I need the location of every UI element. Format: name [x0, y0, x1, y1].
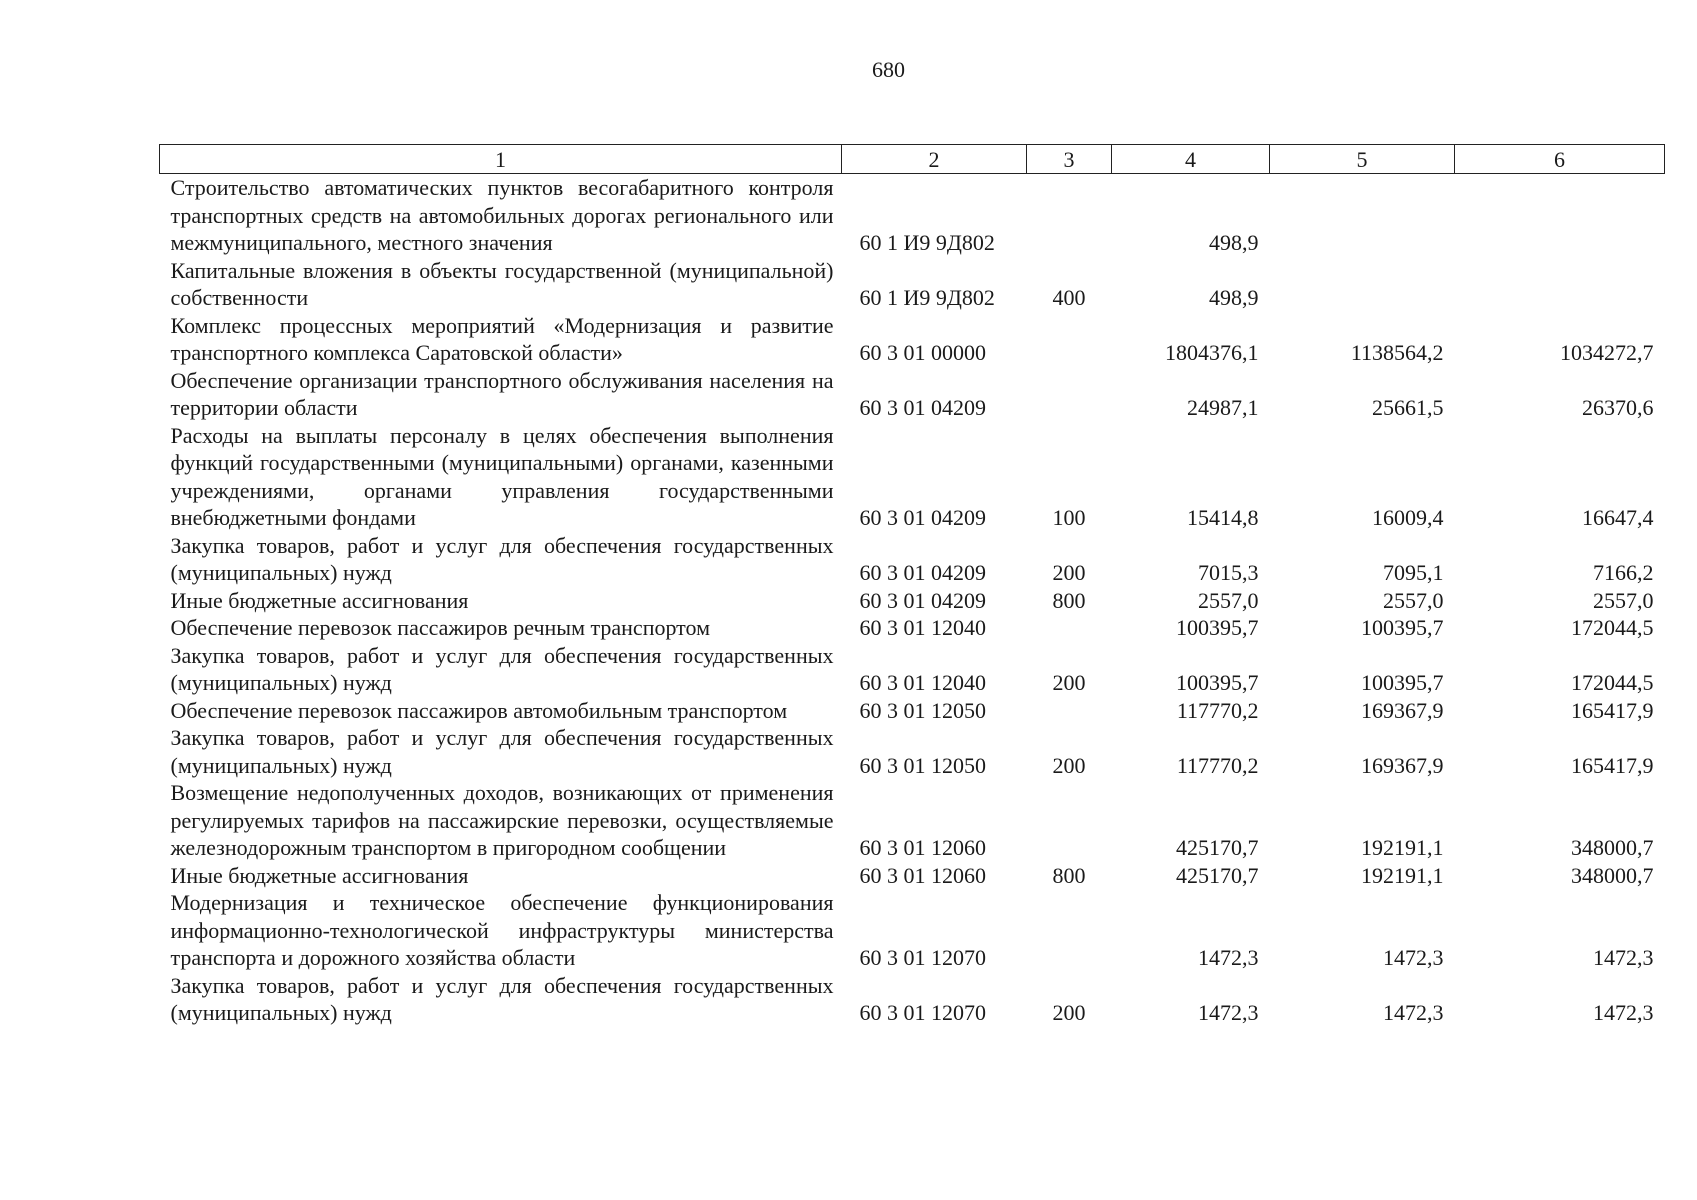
row-value-col6-cell: 165417,9 — [1571, 697, 1654, 723]
row-value-col6-cell: 26370,6 — [1582, 395, 1654, 420]
row-value-col5-cell: 192191,1 — [1361, 862, 1444, 888]
table-row — [160, 367, 1665, 422]
row-code-cell: 60 3 01 12050 — [859, 752, 986, 778]
budget-table — [159, 144, 1665, 1027]
row-value-col5-cell: 1138564,2 — [1350, 340, 1444, 365]
row-code-cell: 60 3 01 04209 — [859, 395, 986, 420]
row-value-col4-cell: 117770,2 — [1176, 697, 1259, 723]
row-expense-type-cell: 100 — [1052, 505, 1086, 530]
table-header — [160, 145, 1665, 174]
row-value-col5-cell: 169367,9 — [1361, 697, 1444, 723]
row-code-cell: 60 3 01 12050 — [859, 697, 986, 723]
row-expense-type-cell — [1027, 697, 1112, 725]
row-expense-type-cell: 800 — [1052, 862, 1086, 888]
row-value-col5-cell: 169367,9 — [1361, 752, 1444, 778]
row-value-col5-cell: 1472,3 — [1383, 1000, 1444, 1025]
row-value-col4-cell: 100395,7 — [1176, 670, 1259, 695]
table-row — [160, 724, 1665, 779]
header-col-3: 3 — [1027, 145, 1112, 174]
row-value-col5-cell: 2557,0 — [1383, 587, 1444, 613]
row-name-cell: Обеспечение перевозок пассажиров автомобильным транспортом — [170, 697, 788, 723]
row-value-col5-cell: 7095,1 — [1383, 560, 1444, 585]
row-code-cell: 60 3 01 12040 — [859, 670, 986, 695]
table-row — [160, 587, 1665, 615]
row-expense-type-cell: 400 — [1052, 285, 1086, 310]
row-expense-type-cell — [1027, 779, 1112, 862]
row-expense-type-cell: 200 — [1052, 752, 1086, 778]
table-row — [160, 779, 1665, 862]
row-value-col5-cell: 16009,4 — [1372, 505, 1444, 530]
header-col-4: 4 — [1112, 145, 1270, 174]
row-expense-type-cell: 200 — [1052, 560, 1086, 585]
row-name-cell: Обеспечение перевозок пассажиров речным транспортом — [170, 615, 711, 640]
header-col-2: 2 — [842, 145, 1027, 174]
row-name-cell: Расходы на выплаты персоналу в целях обеспечения выполнения функций государственными (муниципальными) органами, казенными учреждениями, органами управления государственными внебюджетными фондами — [170, 422, 834, 530]
row-value-col4-cell: 425170,7 — [1176, 862, 1259, 888]
row-code-cell: 60 3 01 12060 — [859, 862, 986, 888]
row-value-col6-cell: 348000,7 — [1571, 862, 1654, 888]
row-value-col5-cell: 100395,7 — [1361, 615, 1444, 640]
row-value-col4-cell: 498,9 — [1209, 285, 1259, 310]
row-expense-type-cell: 200 — [1052, 1000, 1086, 1025]
row-value-col5-cell — [1270, 174, 1455, 257]
row-code-cell: 60 3 01 04209 — [859, 587, 986, 613]
table-row — [160, 862, 1665, 890]
row-value-col5-cell: 1472,3 — [1383, 945, 1444, 970]
row-code-cell: 60 1 И9 9Д802 — [859, 285, 995, 310]
row-value-col6-cell: 1472,3 — [1593, 945, 1654, 970]
table-row — [160, 642, 1665, 697]
row-name-cell: Обеспечение организации транспортного обслуживания населения на территории области — [170, 367, 834, 420]
table-row — [160, 614, 1665, 642]
row-value-col5-cell: 192191,1 — [1361, 835, 1444, 860]
table-row — [160, 257, 1665, 312]
row-value-col4-cell: 2557,0 — [1198, 587, 1259, 613]
row-name-cell: Модернизация и техническое обеспечение функционирования информационно-технологической инфраструктуры министерства транспорта и дорожного хозяйства области — [170, 890, 834, 970]
row-expense-type-cell — [1027, 174, 1112, 257]
row-value-col4-cell: 100395,7 — [1176, 615, 1259, 640]
row-value-col4-cell: 498,9 — [1209, 230, 1259, 255]
row-name-cell: Иные бюджетные ассигнования — [170, 587, 469, 613]
row-value-col4-cell: 1472,3 — [1198, 945, 1259, 970]
row-name-cell: Иные бюджетные ассигнования — [170, 862, 469, 888]
row-code-cell: 60 3 01 12040 — [859, 615, 986, 640]
header-row — [160, 145, 1665, 174]
row-value-col6-cell: 1034272,7 — [1560, 340, 1654, 365]
row-value-col5-cell: 25661,5 — [1372, 395, 1444, 420]
row-value-col5-cell: 100395,7 — [1361, 670, 1444, 695]
page-number: 680 — [872, 57, 905, 82]
header-col-1: 1 — [160, 145, 842, 174]
row-value-col4-cell: 15414,8 — [1187, 505, 1259, 530]
table-row — [160, 174, 1665, 257]
row-name-cell: Возмещение недополученных доходов, возникающих от применения регулируемых тарифов на пассажирские перевозки, осуществляемые железнодорожным транспортом в пригородном сообщении — [170, 780, 834, 860]
row-value-col6-cell — [1455, 174, 1665, 257]
row-expense-type-cell: 200 — [1052, 670, 1086, 695]
row-expense-type-cell — [1027, 889, 1112, 972]
row-value-col4-cell: 1472,3 — [1198, 1000, 1259, 1025]
row-name-cell: Комплекс процессных мероприятий «Модернизация и развитие транспортного комплекса Саратовской области» — [170, 312, 834, 365]
row-name-cell: Закупка товаров, работ и услуг для обеспечения государственных (муниципальных) нужд — [170, 642, 834, 695]
header-col-5: 5 — [1270, 145, 1455, 174]
row-name-cell: Строительство автоматических пунктов весогабаритного контроля транспортных средств на автомобильных дорогах регионального или межмуниципального, местного значения — [170, 175, 834, 255]
row-value-col4-cell: 425170,7 — [1176, 835, 1259, 860]
row-code-cell: 60 1 И9 9Д802 — [859, 230, 995, 255]
row-expense-type-cell — [1027, 367, 1112, 422]
row-value-col6-cell: 16647,4 — [1582, 505, 1654, 530]
row-code-cell: 60 3 01 12060 — [859, 835, 986, 860]
row-value-col6-cell: 172044,5 — [1571, 670, 1654, 695]
table-row — [160, 422, 1665, 532]
row-code-cell: 60 3 01 00000 — [859, 340, 986, 365]
row-code-cell: 60 3 01 12070 — [859, 1000, 986, 1025]
row-value-col6-cell: 165417,9 — [1571, 752, 1654, 778]
row-value-col4-cell: 1804376,1 — [1165, 340, 1259, 365]
row-value-col6-cell: 1472,3 — [1593, 1000, 1654, 1025]
row-value-col6-cell: 2557,0 — [1593, 587, 1654, 613]
row-value-col6-cell: 348000,7 — [1571, 835, 1654, 860]
header-col-6: 6 — [1455, 145, 1665, 174]
table-body — [160, 174, 1665, 1027]
row-value-col4-cell: 7015,3 — [1198, 560, 1259, 585]
row-name-cell: Закупка товаров, работ и услуг для обеспечения государственных (муниципальных) нужд — [170, 532, 834, 585]
row-value-col6-cell — [1455, 257, 1665, 312]
row-value-col6-cell: 7166,2 — [1593, 560, 1654, 585]
table-row — [160, 532, 1665, 587]
table-row — [160, 312, 1665, 367]
row-expense-type-cell — [1027, 614, 1112, 642]
row-name-cell: Закупка товаров, работ и услуг для обеспечения государственных (муниципальных) нужд — [170, 725, 834, 778]
row-code-cell: 60 3 01 12070 — [859, 945, 986, 970]
table-row — [160, 972, 1665, 1027]
row-name-cell: Капитальные вложения в объекты государственной (муниципальной) собственности — [170, 257, 834, 310]
table-row — [160, 889, 1665, 972]
row-code-cell: 60 3 01 04209 — [859, 560, 986, 585]
row-value-col4-cell: 117770,2 — [1176, 752, 1259, 778]
row-expense-type-cell: 800 — [1052, 587, 1086, 613]
row-code-cell: 60 3 01 04209 — [859, 505, 986, 530]
row-value-col6-cell: 172044,5 — [1571, 615, 1654, 640]
row-value-col5-cell — [1270, 257, 1455, 312]
row-name-cell: Закупка товаров, работ и услуг для обеспечения государственных (муниципальных) нужд — [170, 972, 834, 1025]
table-row — [160, 697, 1665, 725]
row-expense-type-cell — [1027, 312, 1112, 367]
row-value-col4-cell: 24987,1 — [1187, 395, 1259, 420]
